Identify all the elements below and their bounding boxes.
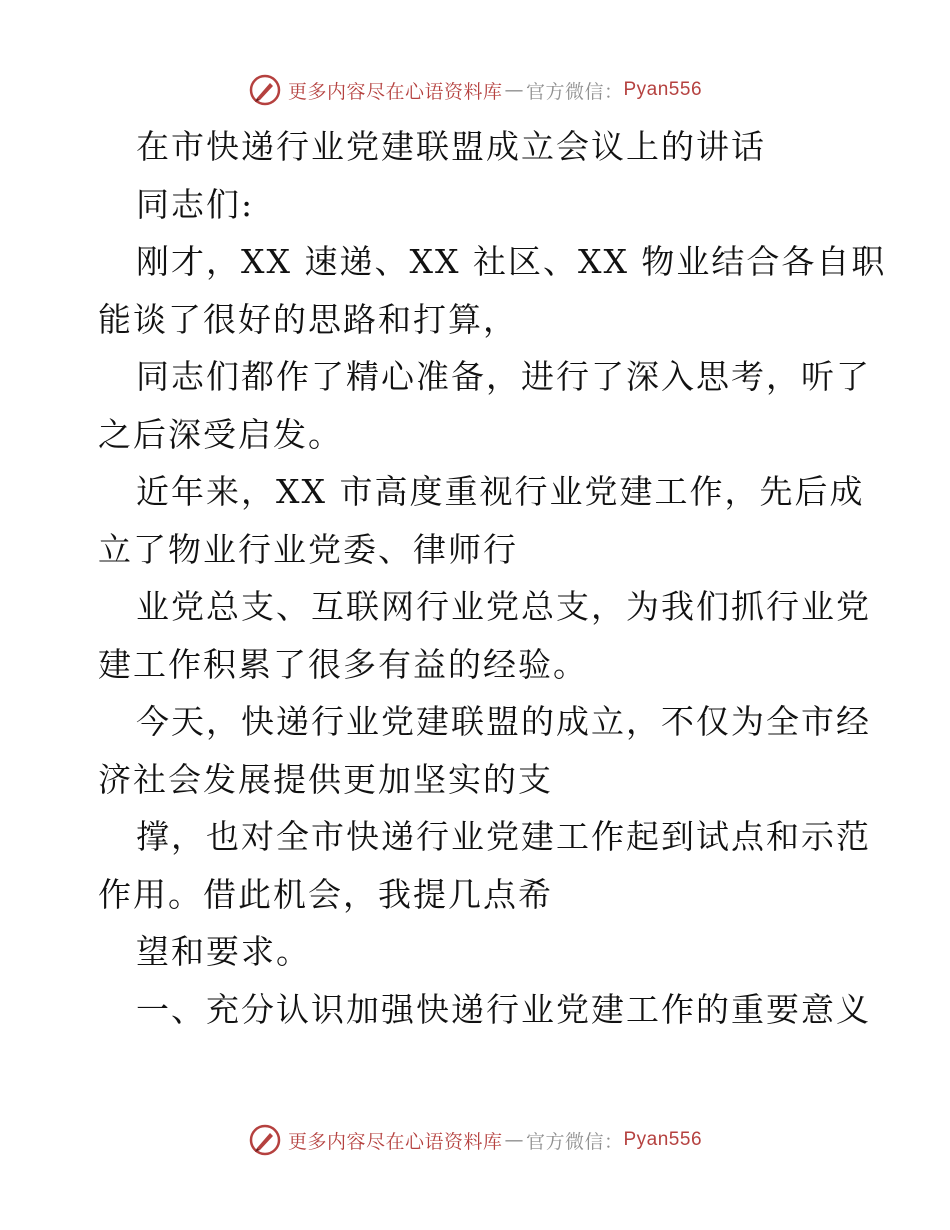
text-line: 撑，也对全市快递行业党建工作起到试点和示范: [136, 817, 871, 856]
watermark-site-text: 更多内容尽在心语资料库: [287, 80, 503, 103]
text-line: 建工作积累了很多有益的经验。: [98, 644, 588, 684]
text-line: 近年来，XX 市高度重视行业党建工作，先后成: [136, 472, 865, 511]
salutation: 同志们:: [136, 184, 255, 224]
text-line: 立了物业行业党委、律师行: [98, 529, 518, 569]
watermark-wechat-id: Pyan556: [623, 79, 703, 100]
watermark-wechat-label: 官方微信：: [525, 80, 624, 103]
text-line: 业党总支、互联网行业党总支，为我们抓行业党: [136, 587, 871, 626]
text-line: 之后深受启发。: [98, 414, 343, 454]
text-line: 刚才，XX 速递、XX 社区、XX 物业结合各自职: [136, 242, 887, 281]
text-line: 今天，快递行业党建联盟的成立，不仅为全市经: [136, 702, 871, 741]
text-line: 能谈了很好的思路和打算，: [98, 299, 518, 339]
text-line: 作用。借此机会，我提几点希: [98, 874, 553, 914]
header-watermark: [0, 70, 950, 110]
watermark-separator: —: [504, 1129, 524, 1151]
section-heading: 一、充分认识加强快递行业党建工作的重要意义: [136, 989, 871, 1029]
document-title: 在市快递行业党建联盟成立会议上的讲话: [136, 127, 766, 166]
watermark-site-text: 更多内容尽在心语资料库: [287, 1130, 503, 1153]
watermark-separator: —: [504, 79, 524, 101]
text-line: 济社会发展提供更加坚实的支: [98, 759, 553, 799]
watermark-wechat-label: 官方微信：: [525, 1130, 624, 1153]
pen-logo-icon: [248, 73, 282, 107]
watermark-wechat-id: Pyan556: [623, 1129, 703, 1150]
pen-logo-icon: [248, 1123, 282, 1157]
text-line: 望和要求。: [136, 932, 311, 971]
document-body: [98, 118, 887, 1038]
text-line: 同志们都作了精心准备，进行了深入思考，听了: [136, 357, 871, 396]
footer-watermark: [0, 1120, 950, 1160]
